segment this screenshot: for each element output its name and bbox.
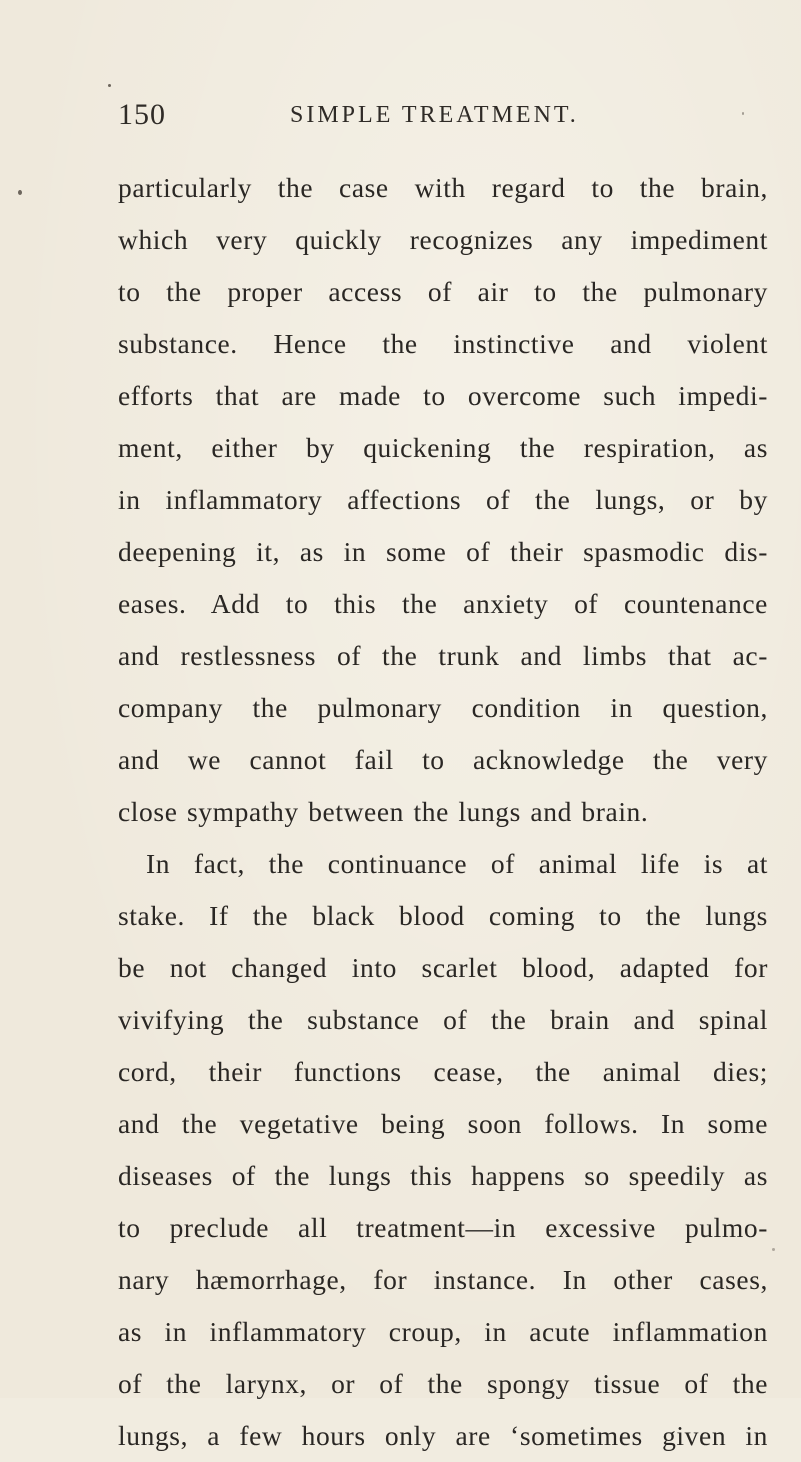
page-header — [118, 98, 738, 138]
text-line: vivifying the substance of the brain and spinal — [118, 1004, 768, 1035]
paper-speck — [742, 112, 744, 115]
text-line: be not changed into scarlet blood, adapted for — [118, 952, 768, 983]
text-line: ment, either by quickening the respiration, as — [118, 432, 768, 463]
text-line: substance. Hence the instinctive and violent — [118, 328, 768, 359]
text-line: to preclude all treatment—in excessive pulmo- — [118, 1212, 768, 1243]
text-line: in inflammatory affections of the lungs, or by — [118, 484, 768, 515]
page-number: 150 — [118, 98, 166, 131]
paper-speck — [772, 1248, 775, 1251]
text-line: eases. Add to this the anxiety of countenance — [118, 588, 768, 619]
body-text — [118, 162, 768, 1462]
text-line: and restlessness of the trunk and limbs that ac- — [118, 640, 768, 671]
text-line: which very quickly recognizes any impediment — [118, 224, 768, 255]
paper-speck — [108, 84, 111, 87]
text-line: deepening it, as in some of their spasmodic dis- — [118, 536, 768, 567]
text-line: efforts that are made to overcome such impedi- — [118, 380, 768, 411]
text-line: stake. If the black blood coming to the lungs — [118, 900, 768, 931]
text-line: nary hæmorrhage, for instance. In other cases, — [118, 1264, 768, 1295]
text-line: In fact, the continuance of animal life is at — [146, 848, 768, 879]
running-head: SIMPLE TREATMENT. — [290, 102, 579, 128]
text-line: to the proper access of air to the pulmonary — [118, 276, 768, 307]
text-line: particularly the case with regard to the brain, — [118, 172, 768, 203]
text-line: of the larynx, or of the spongy tissue of the — [118, 1368, 768, 1399]
text-line: company the pulmonary condition in question, — [118, 692, 768, 723]
text-line: close sympathy between the lungs and brain. — [118, 796, 649, 827]
text-line: and the vegetative being soon follows. In some — [118, 1108, 768, 1139]
text-line: cord, their functions cease, the animal dies; — [118, 1056, 768, 1087]
text-line: as in inflammatory croup, in acute inflammation — [118, 1316, 768, 1347]
text-line: and we cannot fail to acknowledge the very — [118, 744, 768, 775]
paper-speck — [18, 190, 22, 195]
text-line: diseases of the lungs this happens so speedily as — [118, 1160, 768, 1191]
text-line: lungs, a few hours only are ‘sometimes given in — [118, 1420, 768, 1451]
